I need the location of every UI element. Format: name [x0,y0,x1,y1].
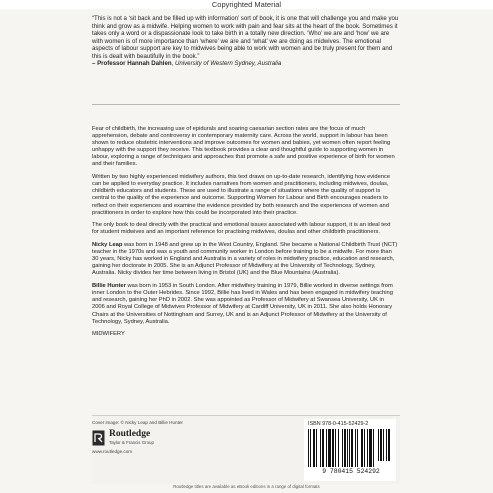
publisher-name: Routledge [109,429,151,439]
barcode-icon [308,429,376,467]
quote-affiliation: University of Western Sydney, Australia [174,60,282,67]
endorsement-quote [92,15,400,68]
publisher-block [92,415,400,484]
back-cover-page [0,9,493,493]
author-bio-text-1: was born in 1948 and grew up in the West Country, England. She became a National Childbirth Trust (NCT) teacher in the 1970s and was a youth and community worker in London before training to be a midwife. For more than 30 years, Nicky has worked in England and Australia in a variety of roles in midwifery practice, education and research, gaining her doctorate in 2005. She is an Adjunct Professor of Midwifery at the University of Technology, Sydney, Australia. Nicky divides her time between living in Bristol (UK) and the Blue Mountains (Australia). [92,242,398,277]
blurb-body [92,126,398,344]
quote-text: “This is not a ‘sit back and be filled up with information’ sort of book, it is one that will challenge you and make you think and grow as a midwife. Helping women to work with pain and fear sits at the heart of the book. Sometimes it takes only a word or a dispassionate look to take birth in a totally new direction. ‘Who’ we are and ‘how’ we are with women is of more importance than ‘where’ we are and ‘what’ we are doing as midwives. The emotional aspects of labour support are key to midwives being able to work with women and be truly present for them and this is dealt with beautifully in the book.” [92,15,399,60]
author-bio-text-2: was born in 1953 in South London. After midwifery training in 1979, Billie worked in diverse settings from inner London to the Outer Hebrides. Since 1992, Billie has lived in Wales and has been engaged in midwifery teaching and research, gaining her PhD in 2002. She was appointed as Professor of Midwifery at Swansea University, UK in 2006 and Royal College of Midwives Professor of Midwifery at Cardiff University, UK in 2011. She also holds Honorary Chairs at the Universities of Nottingham and Surrey, UK and is an Adjunct Professor of Midwifery at the University of Technology, Sydney, Australia. [92,283,393,325]
publisher-group: Taylor & Francis Group [109,440,154,445]
routledge-logo-icon [92,430,105,446]
quote-author: – Professor Hannah Dahlen [92,60,172,67]
section-divider [92,104,400,105]
cover-image-credit: Cover image: © Nicky Leap and Billie Hunter [92,420,183,425]
ebook-notice: Routledge titles are available as eBook editions in a range of digital formats [173,484,320,489]
isbn-number: ISBN 978-0-415-52429-2 [308,421,369,427]
barcode-panel [304,419,396,481]
subject-category: MIDWIFERY [92,331,125,338]
blurb-paragraph-3: The only book to deal directly with the practical and emotional issues associated with labour support, it is an ideal text for student midwives and an important reference for practising midwives, doulas and other childbirth practitioners. [92,222,391,236]
copyright-banner: Copyrighted Material [0,0,493,9]
author-bio-1 [92,242,398,277]
author-name-2: Billie Hunter [92,283,126,290]
author-name-1: Nicky Leap [92,242,123,249]
blurb-paragraph-1: Fear of childbirth, the increasing use of epidurals and soaring caesarian section rates are the focus of much apprehension, debate and controversy in contemporary maternity care. Across the world, support in labour has been shown to reduce obstetric interventions and improve outcomes for women and babies, yet women often report feeling unhappy with the support they receive. This textbook provides a clear and thoughtful guide to supporting women in labour, exploring a range of techniques and approaches that promote a safe and positive experience of birth for women and their families. [92,126,395,168]
blurb-paragraph-2: Written by two highly experienced midwifery authors, this text draws on up-to-date research, identifying how evidence can be applied to everyday practice. It includes narratives from women and practitioners, including midwives, doulas, childbirth educators and students. These are used to illustrate a range of situations where the quality of support is central to the quality of the experience and outcome. Supporting Women for Labour and Birth encourages readers to reflect on their experiences and examine the evidence provided by both research and the experiences of women and practitioners in order to explore how this could be incorporated into their practice. [92,174,391,216]
barcode-addon-icon [378,429,392,467]
publisher-website: www.routledge.com [92,449,133,454]
quote-attribution: – Professor Hannah Dahlen, University of Western Sydney, Australia [92,60,282,67]
author-bio-2 [92,283,398,326]
barcode-number: 9 780415 524292 [322,468,380,475]
